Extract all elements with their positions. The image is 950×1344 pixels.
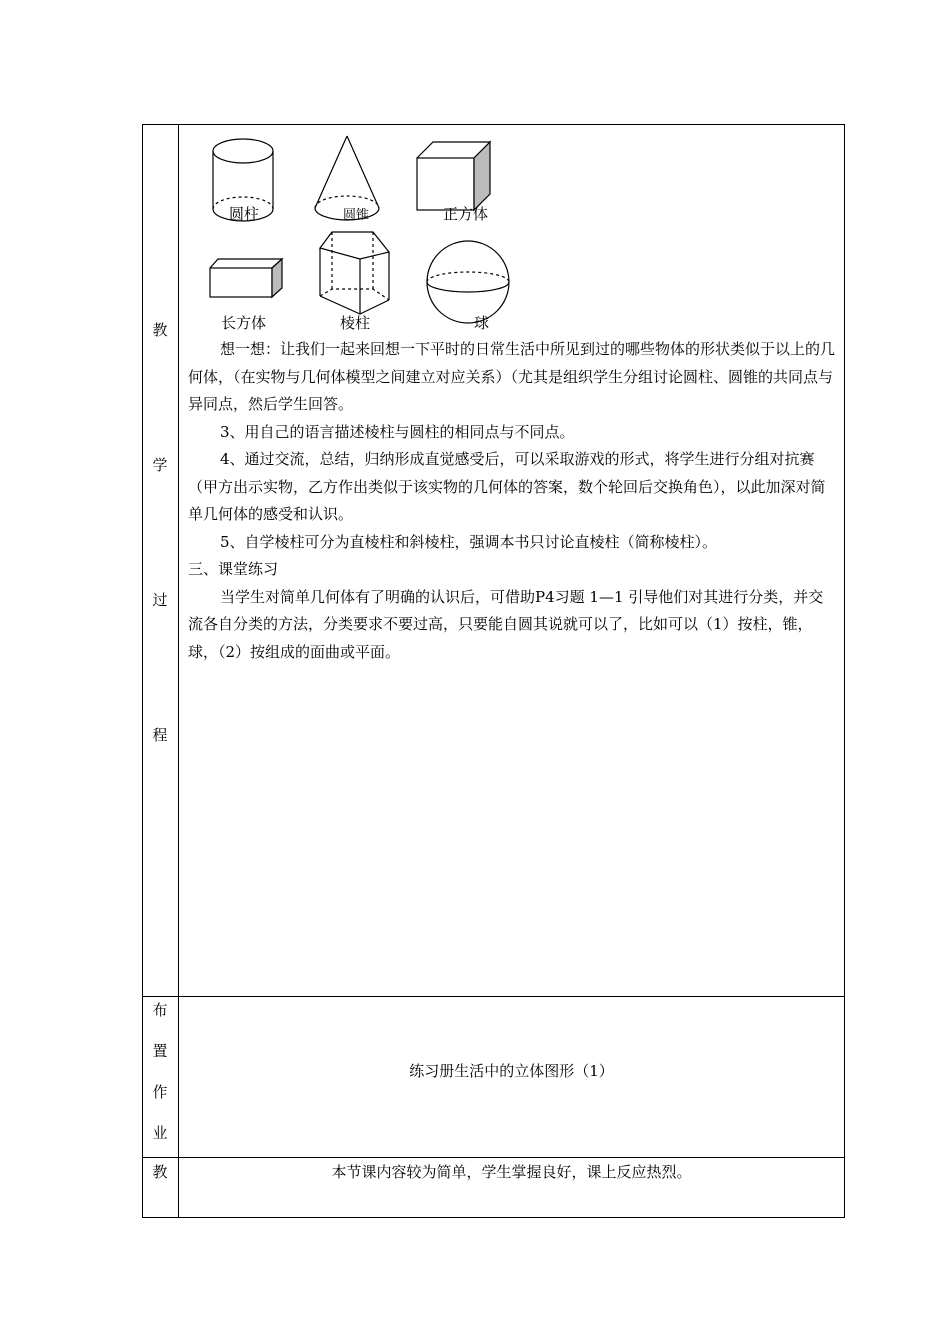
prism-figure	[320, 232, 389, 314]
side-label-homework-4: 业	[152, 1124, 168, 1142]
paragraph-step-5: 5、自学棱柱可分为直棱柱和斜棱柱，强调本书只讨论直棱柱（简称棱柱）。	[220, 532, 718, 551]
cuboid-figure	[210, 259, 282, 297]
side-label-homework-3: 作	[152, 1083, 168, 1101]
side-label-process-4: 程	[152, 726, 168, 744]
reflection-text: 本节课内容较为简单，学生掌握良好，课上反应热烈。	[331, 1163, 692, 1181]
paragraph-practice: 当学生对简单几何体有了明确的认识后，可借助P4习题 1—1 引导他们对其进行分类，并交流各自分类的方法，分类要求不要过高，只要能自圆其说就可以了，比如可以（1）按柱，锥，球，（2）按组成的面曲或平面。	[188, 587, 824, 661]
side-label-homework-1: 布	[152, 1001, 168, 1019]
side-label-reflection: 教	[152, 1163, 168, 1181]
side-label-process-1: 教	[152, 321, 168, 339]
paragraph-think: 想一想：让我们一起来回想一下平时的日常生活中所见到过的哪些物体的形状类似于以上的几何体，（在实物与几何体模型之间建立对应关系）（尤其是组织学生分组讨论圆柱、圆锥的共同点与异同点，然后学生回答。	[188, 340, 836, 413]
side-label-process-3: 过	[152, 591, 168, 609]
cube-figure	[417, 142, 490, 210]
label-cylinder: 圆柱	[229, 205, 260, 223]
label-cube: 正方体	[443, 205, 489, 223]
label-cuboid: 长方体	[221, 314, 267, 332]
section-heading-practice: 三、课堂练习	[188, 560, 279, 578]
paragraph-step-3: 3、用自己的语言描述棱柱与圆柱的相同点与不同点。	[220, 422, 575, 441]
label-prism: 棱柱	[340, 314, 371, 332]
lesson-body	[188, 336, 838, 666]
side-label-process-2: 学	[152, 456, 168, 474]
homework-text: 练习册生活中的立体图形（1）	[409, 1062, 614, 1080]
label-cone: 圆锥	[343, 208, 370, 223]
paragraph-step-4: 4、通过交流，总结，归纳形成直觉感受后，可以采取游戏的形式，将学生进行分组对抗赛（甲方出示实物，乙方作出类似于该实物的几何体的答案，数个轮回后交换角色），以此加深对简单几何体的感受和认识。	[188, 450, 826, 523]
sphere-figure	[427, 241, 509, 323]
side-label-homework-2: 置	[152, 1042, 168, 1060]
label-sphere: 球	[474, 314, 490, 332]
